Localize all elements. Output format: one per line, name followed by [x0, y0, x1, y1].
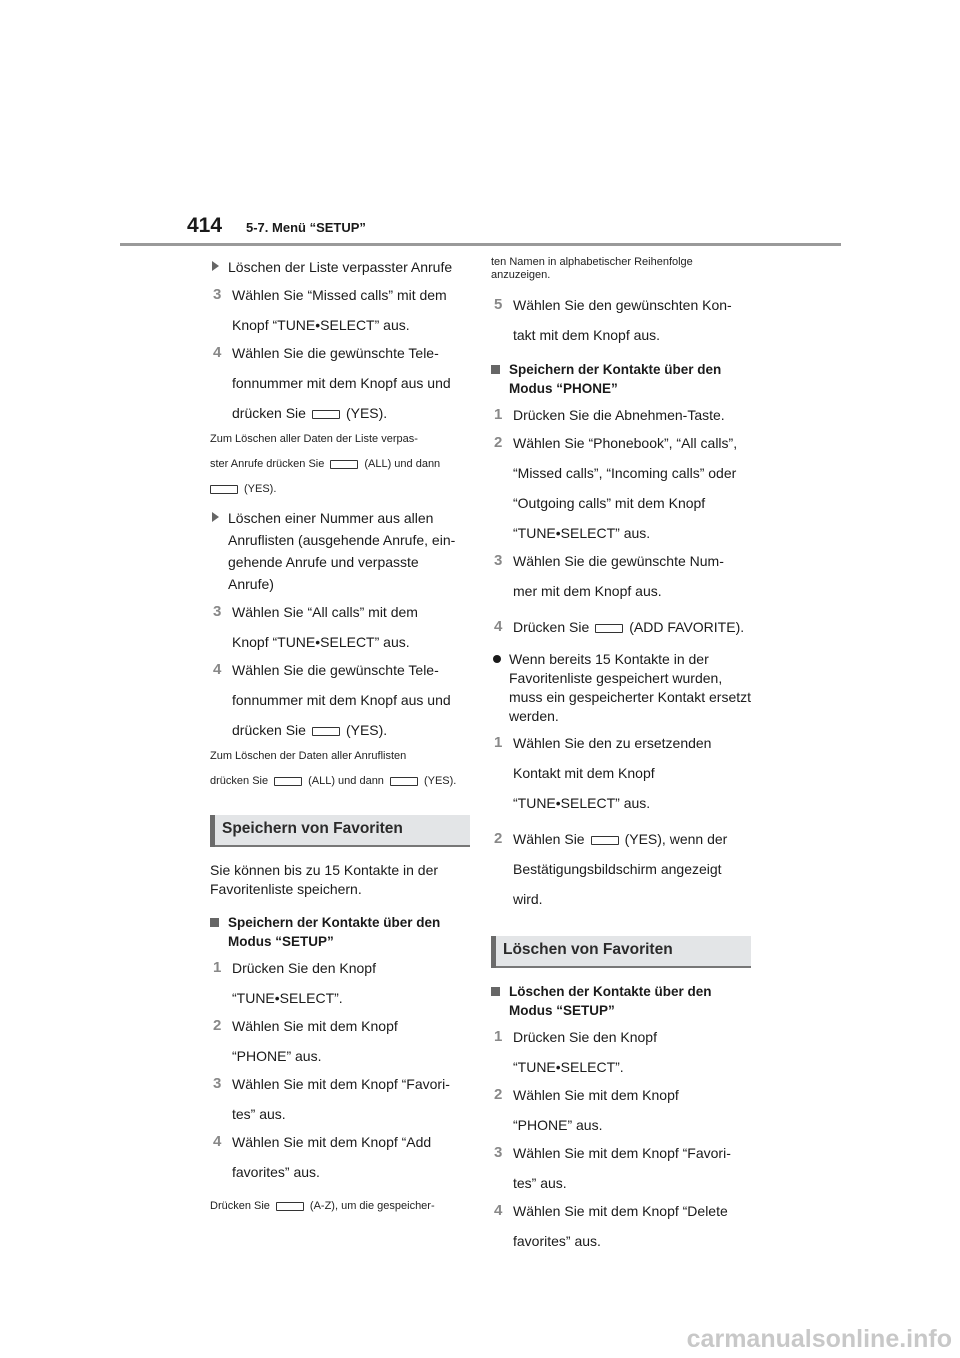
step-number: 4	[213, 1133, 222, 1150]
step: 1 Drücken Sie den Knopf “TUNE•SELECT”.	[494, 1028, 657, 1075]
yes-button-icon	[390, 777, 418, 786]
step-number: 1	[213, 959, 222, 976]
step: 3 Wählen Sie mit dem Knopf “Favori- tes” aus.	[494, 1144, 731, 1191]
intro-paragraph: Sie können bis zu 15 Kontakte in der Favoritenliste speichern.	[210, 862, 439, 897]
step: 4 Wählen Sie die gewünschte Tele- fonnummer mit dem Knopf aus und drücken Sie (YES).	[213, 344, 451, 421]
step-number: 4	[494, 1202, 503, 1219]
step: 4 Wählen Sie mit dem Knopf “Delete favorites” aus.	[494, 1202, 728, 1249]
watermark: carmanualsonline.info	[686, 1325, 952, 1353]
subheading-save-setup: Speichern der Kontakte über den Modus “SETUP”	[210, 913, 470, 951]
yes-button-icon	[210, 485, 238, 494]
header-rule	[120, 243, 841, 246]
subheading-save-phone: Speichern der Kontakte über den Modus “PHONE”	[491, 360, 751, 398]
step: 4 Wählen Sie mit dem Knopf “Add favorites” aus.	[213, 1133, 432, 1180]
bullet-note: Wenn bereits 15 Kontakte in der Favoritenliste gespeichert wurden, muss ein gespeicherter Kontakt ersetzt werden.	[491, 650, 751, 726]
step: 3 Wählen Sie die gewünschte Num- mer mit dem Knopf aus.	[494, 552, 724, 599]
step: 4 Wählen Sie die gewünschte Tele- fonnummer mit dem Knopf aus und drücken Sie (YES).	[213, 661, 451, 738]
note: Zum Löschen aller Daten der Liste verpas- ster Anrufe drücken Sie (ALL) und dann (YES).	[210, 433, 441, 495]
yes-button-icon	[312, 410, 340, 419]
step-number: 4	[213, 344, 222, 361]
step-number: 3	[494, 552, 503, 569]
section-box-save-favorites: Speichern von Favoriten	[210, 815, 470, 847]
az-button-icon	[276, 1202, 304, 1211]
step-number: 5	[494, 296, 503, 313]
step-number: 4	[494, 618, 503, 635]
yes-button-icon	[312, 727, 340, 736]
step-number: 1	[494, 406, 503, 423]
subheading-delete-setup: Löschen der Kontakte über den Modus “SETUP”	[491, 982, 751, 1020]
step: 2 Wählen Sie (YES), wenn der Bestätigungsbildschirm angezeigt wird.	[494, 830, 728, 907]
step-number: 1	[494, 734, 503, 751]
step: 1 Drücken Sie die Abnehmen-Taste.	[491, 404, 751, 426]
section-box-delete-favorites: Löschen von Favoriten	[491, 936, 751, 968]
step-number: 3	[213, 286, 222, 303]
subheading-delete-missed: Löschen der Liste verpasster Anrufe	[210, 256, 470, 278]
all-button-icon	[330, 460, 358, 469]
right-column	[491, 256, 751, 1252]
note: Zum Löschen der Daten aller Anruflisten drücken Sie (ALL) und dann (YES).	[210, 750, 457, 787]
page-header	[0, 0, 960, 250]
step: 3 Wählen Sie “Missed calls” mit dem Knopf “TUNE•SELECT” aus.	[213, 286, 447, 333]
page-number: 414	[187, 214, 223, 237]
step-number: 2	[494, 434, 503, 451]
step-number: 3	[213, 1075, 222, 1092]
step-number: 2	[494, 1086, 503, 1103]
left-column	[210, 256, 470, 1214]
note-continued: ten Namen in alphabetischer Reihenfolge anzuzeigen.	[491, 256, 693, 281]
step: 2 Wählen Sie “Phonebook”, “All calls”, “Missed calls”, “Incoming calls” oder “Outgoing calls” mit dem Knopf “TUNE•SELECT” aus.	[494, 434, 738, 541]
all-button-icon	[274, 777, 302, 786]
section-title: 5-7. Menü “SETUP”	[246, 220, 366, 235]
step-number: 3	[213, 603, 222, 620]
step: 4 Drücken Sie (ADD FAVORITE).	[491, 616, 751, 638]
step: 3 Wählen Sie mit dem Knopf “Favori- tes” aus.	[213, 1075, 450, 1122]
add-favorite-button-icon	[595, 624, 623, 633]
step-number: 4	[213, 661, 222, 678]
step-number: 2	[213, 1017, 222, 1034]
subheading-delete-number: Löschen einer Nummer aus allen Anruflisten (ausgehende Anrufe, ein- gehende Anrufe und verpasste Anrufe)	[210, 507, 470, 595]
step: 2 Wählen Sie mit dem Knopf “PHONE” aus.	[494, 1086, 679, 1133]
step: 5 Wählen Sie den gewünschten Kon- takt mit dem Knopf aus.	[494, 296, 732, 343]
step: 3 Wählen Sie “All calls” mit dem Knopf “TUNE•SELECT” aus.	[213, 603, 418, 650]
yes-button-icon	[591, 836, 619, 845]
step: 2 Wählen Sie mit dem Knopf “PHONE” aus.	[213, 1017, 398, 1064]
note: Drücken Sie (A-Z), um die gespeicher-	[210, 1200, 435, 1212]
step-number: 1	[494, 1028, 503, 1045]
step-number: 2	[494, 830, 503, 847]
step-number: 3	[494, 1144, 503, 1161]
step: 1 Wählen Sie den zu ersetzenden Kontakt mit dem Knopf “TUNE•SELECT” aus.	[494, 734, 712, 811]
step: 1 Drücken Sie den Knopf “TUNE•SELECT”.	[213, 959, 376, 1006]
